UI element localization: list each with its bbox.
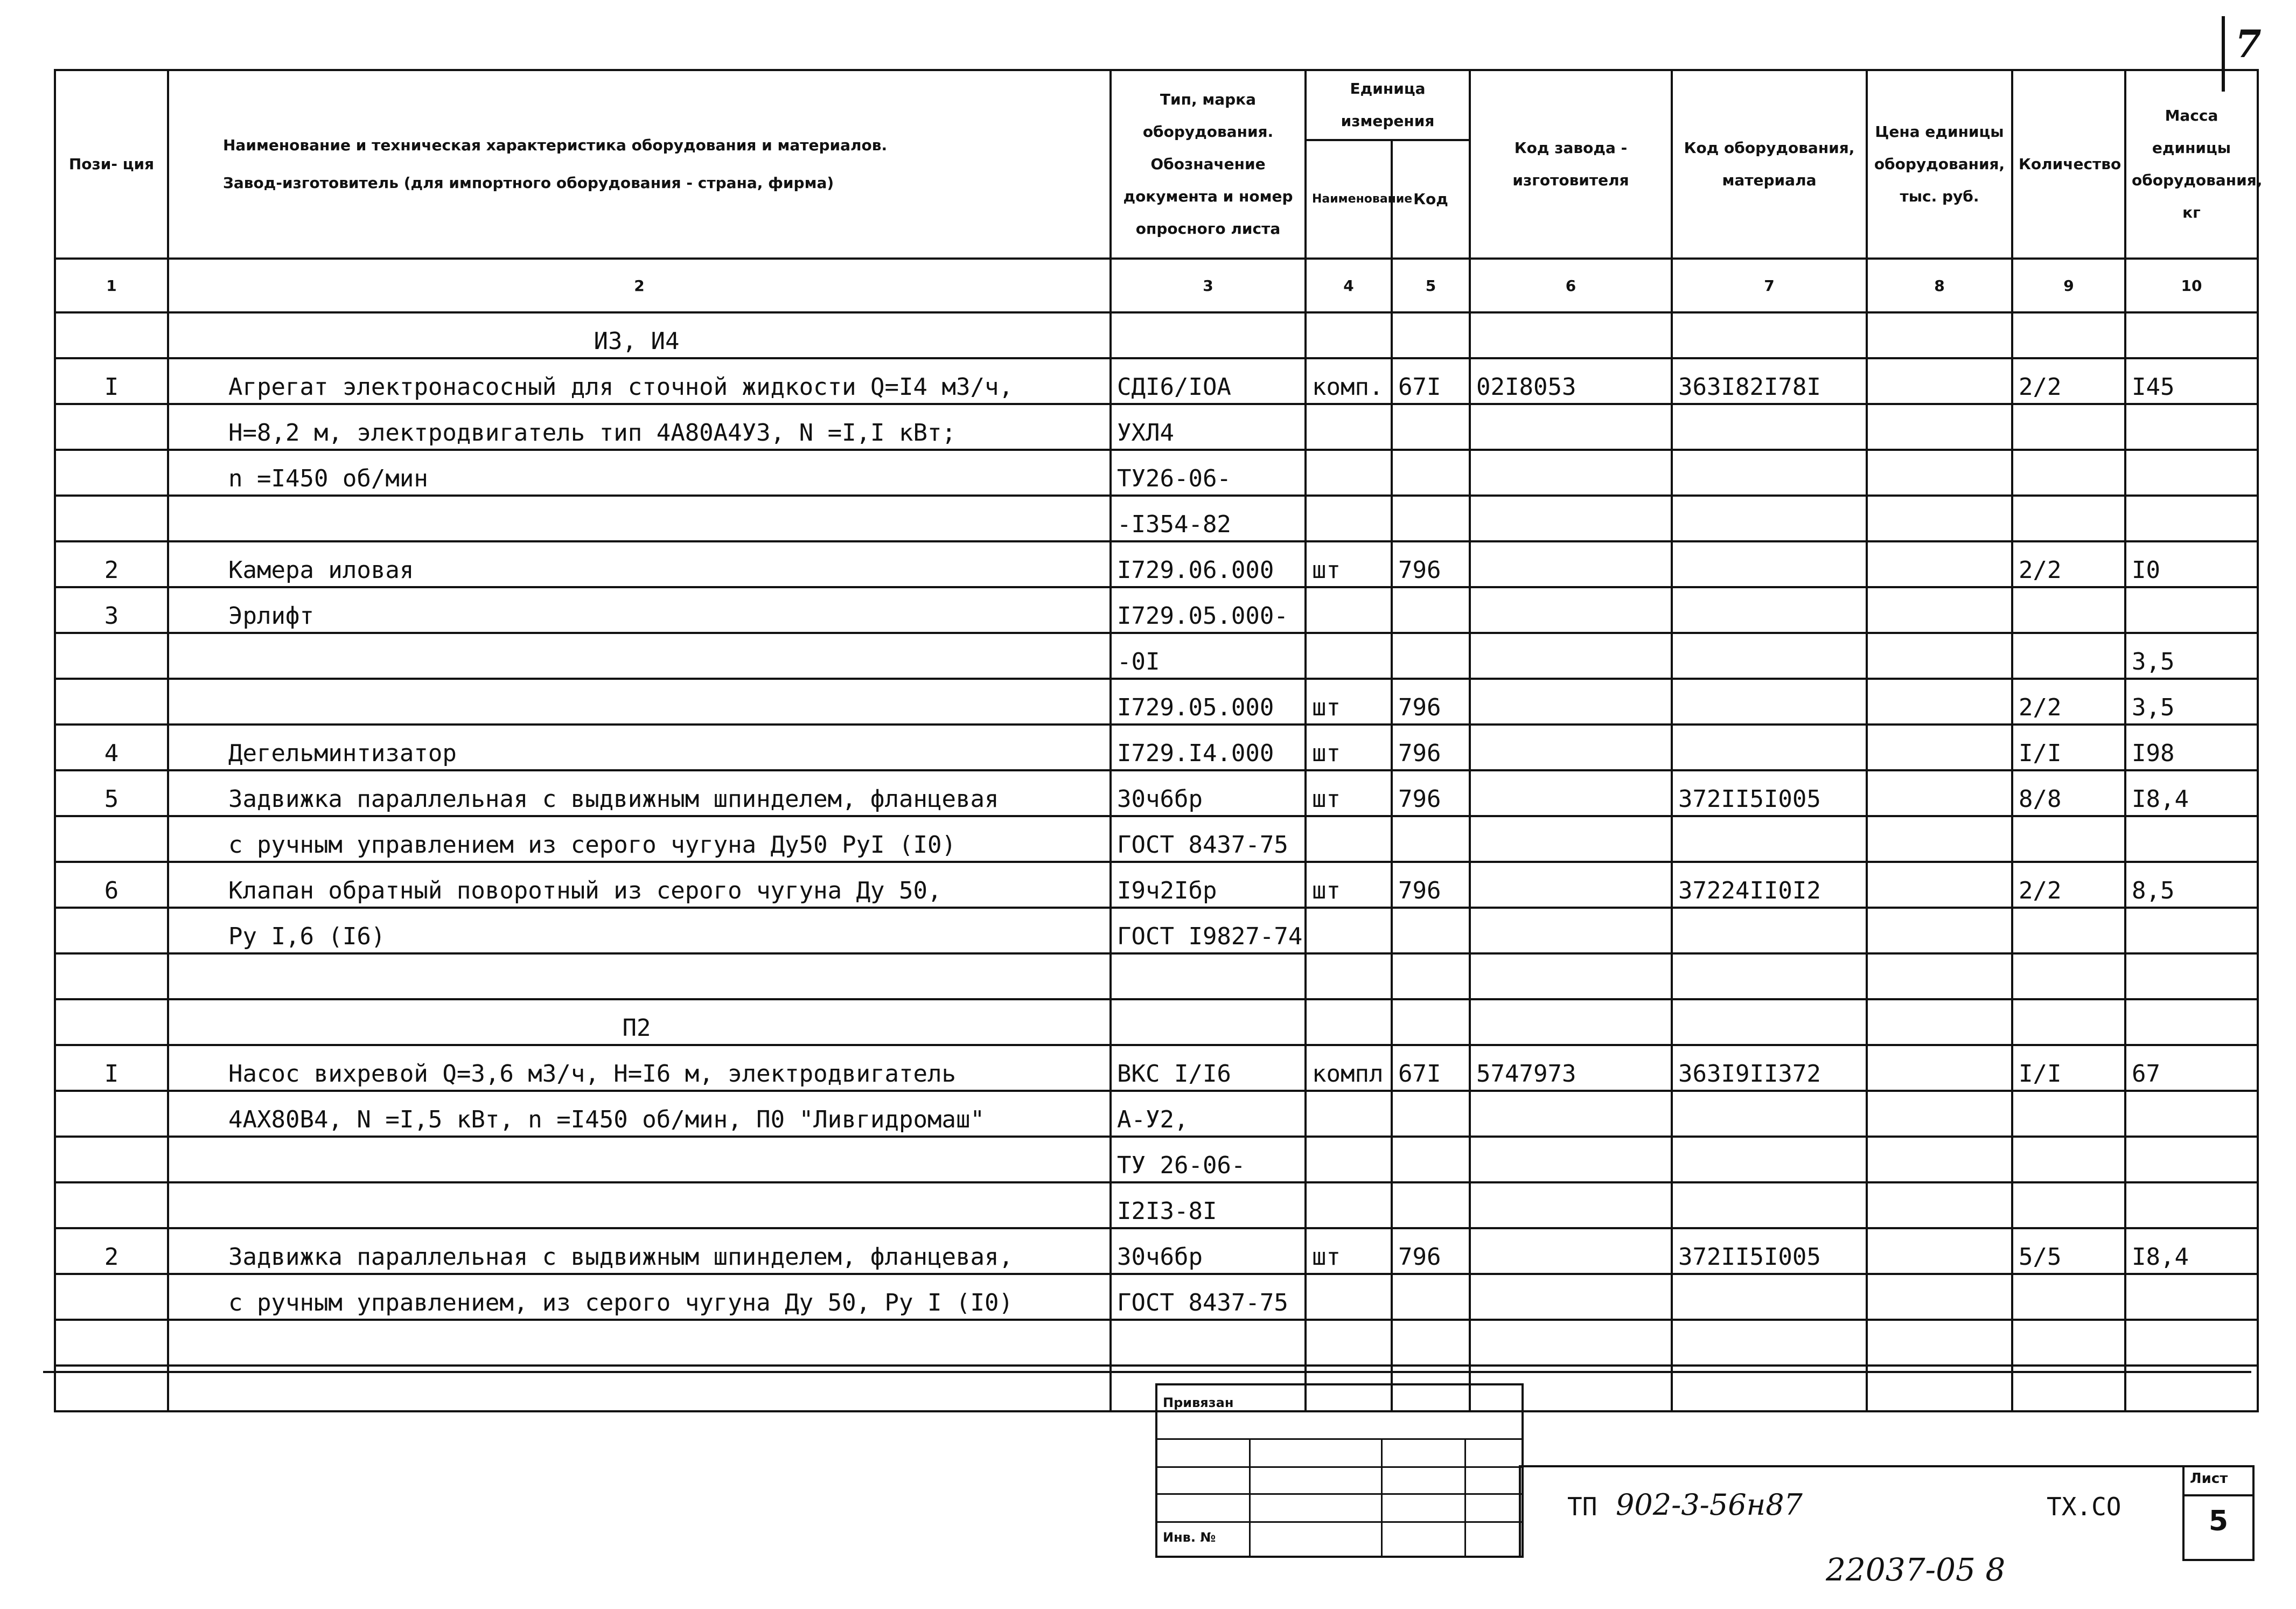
cell-quantity [2012,1137,2125,1182]
cell-price [1867,679,2012,725]
cell-quantity [2012,1182,2125,1228]
cell-position [55,633,168,679]
cell-equipment-code [1672,1320,1867,1366]
cell-mass: 8,5 [2125,862,2258,908]
header-name-line2: Завод-изготовитель (для импортного оборудования - страна, фирма) [223,174,834,192]
cell-position [55,1137,168,1182]
table-row [55,450,2258,496]
project-code: 902-3-56н87 [1616,1488,1803,1522]
cell-factory-code [1470,450,1672,496]
cell-unit: компл [1306,1045,1392,1091]
stamp-rule [1249,1438,1251,1556]
table-row [55,358,2258,404]
cell-position [55,1274,168,1320]
cell-unit [1306,312,1392,358]
cell-position [55,404,168,450]
cell-unit-code [1392,1091,1470,1137]
cell-position [55,908,168,953]
table-row [55,1091,2258,1137]
cell-name: Задвижка параллельная с выдвижным шпинделем, фланцевая [168,770,1111,816]
cell-position [55,1320,168,1366]
cell-unit-code [1392,633,1470,679]
sheet-box-rule [2185,1494,2252,1496]
header-position: Пози- ция [55,70,168,259]
cell-unit-code: 796 [1392,541,1470,587]
cell-name [168,953,1111,999]
cell-equipment-code [1672,725,1867,770]
cell-type: ВКС I/I6 [1111,1045,1306,1091]
cell-position [55,312,168,358]
cell-type [1111,312,1306,358]
header-mass: Масса единицы оборудования, кг [2125,70,2258,259]
header-unit-code: Код [1392,140,1470,259]
cell-type: СДI6/IOA [1111,358,1306,404]
stamp-rule [1157,1521,1522,1523]
table-row [55,312,2258,358]
table-row [55,953,2258,999]
cell-type: УХЛ4 [1111,404,1306,450]
cell-unit-code: 796 [1392,1228,1470,1274]
cell-quantity [2012,587,2125,633]
cell-position [55,953,168,999]
cell-equipment-code: 37224II0I2 [1672,862,1867,908]
column-number: 9 [2012,259,2125,312]
cell-factory-code [1470,679,1672,725]
header-equipment-code: Код оборудования, материала [1672,70,1867,259]
cell-name: с ручным управлением из серого чугуна Ду50 РуI (I0) [168,816,1111,862]
cell-mass [2125,999,2258,1045]
cell-position: 5 [55,770,168,816]
cell-mass: I98 [2125,725,2258,770]
tp-label: ТП [1567,1492,1597,1521]
cell-position [55,1182,168,1228]
cell-mass [2125,953,2258,999]
cell-factory-code [1470,1182,1672,1228]
header-type: Тип, марка оборудования. Обозначение документа и номер опросного листа [1111,70,1306,259]
cell-unit-code [1392,1274,1470,1320]
cell-position: I [55,1045,168,1091]
cell-type: -0I [1111,633,1306,679]
cell-quantity: I/I [2012,1045,2125,1091]
cell-position [55,999,168,1045]
cell-factory-code [1470,1228,1672,1274]
cell-equipment-code [1672,953,1867,999]
cell-equipment-code [1672,1182,1867,1228]
cell-factory-code [1470,1320,1672,1366]
cell-equipment-code [1672,633,1867,679]
cell-mass: 67 [2125,1045,2258,1091]
cell-name: Задвижка параллельная с выдвижным шпинделем, фланцевая, [168,1228,1111,1274]
cell-equipment-code [1672,679,1867,725]
cell-type: I729.05.000- [1111,587,1306,633]
cell-position [55,816,168,862]
cell-factory-code [1470,953,1672,999]
cell-name [168,633,1111,679]
cell-unit-code [1392,908,1470,953]
column-number: 6 [1470,259,1672,312]
cell-mass: 3,5 [2125,633,2258,679]
column-number: 4 [1306,259,1392,312]
cell-unit [1306,633,1392,679]
cell-mass: I45 [2125,358,2258,404]
header-unit-name: Наименование [1306,140,1392,259]
cell-position [55,1091,168,1137]
cell-unit-code [1392,587,1470,633]
cell-unit [1306,953,1392,999]
cell-name: Камера иловая [168,541,1111,587]
cell-quantity [2012,496,2125,541]
header-factory-code: Код завода - изготовителя [1470,70,1672,259]
table-row [55,1045,2258,1091]
cell-mass [2125,1137,2258,1182]
cell-unit [1306,496,1392,541]
cell-unit: шт [1306,862,1392,908]
cell-unit-code: 796 [1392,725,1470,770]
cell-type [1111,999,1306,1045]
cell-price [1867,450,2012,496]
cell-position [55,496,168,541]
cell-mass: I8,4 [2125,1228,2258,1274]
cell-position: 6 [55,862,168,908]
cell-position [55,450,168,496]
cell-price [1867,1320,2012,1366]
sheet-box [2182,1465,2255,1561]
cell-type: 30ч6бр [1111,770,1306,816]
cell-name: ИЗ, И4 [168,312,1111,358]
cell-factory-code [1470,999,1672,1045]
cell-equipment-code: 372II5I005 [1672,770,1867,816]
cell-type: ТУ26-06- [1111,450,1306,496]
cell-factory-code: 5747973 [1470,1045,1672,1091]
cell-quantity [2012,312,2125,358]
cell-unit [1306,1137,1392,1182]
cell-name [168,1182,1111,1228]
cell-price [1867,725,2012,770]
cell-price [1867,358,2012,404]
cell-position: 2 [55,1228,168,1274]
cell-equipment-code [1672,816,1867,862]
cell-type: ГОСТ 8437-75 [1111,816,1306,862]
cell-type: -I354-82 [1111,496,1306,541]
cell-type: I9ч2Iбр [1111,862,1306,908]
cell-name [168,1137,1111,1182]
cell-unit-code [1392,404,1470,450]
cell-factory-code [1470,587,1672,633]
header-name [168,70,1111,259]
cell-price [1867,541,2012,587]
archive-code: 22037-05 8 [1826,1551,2006,1588]
cell-price [1867,770,2012,816]
cell-unit-code [1392,450,1470,496]
cell-equipment-code [1672,1137,1867,1182]
cell-mass [2125,908,2258,953]
cell-position: 4 [55,725,168,770]
stamp-privyazan: Привязан [1163,1395,1234,1410]
cell-price [1867,1045,2012,1091]
cell-name: Ру I,6 (I6) [168,908,1111,953]
cell-factory-code [1470,816,1672,862]
cell-unit [1306,816,1392,862]
column-number: 1 [55,259,168,312]
column-number: 10 [2125,259,2258,312]
cell-unit-code: 796 [1392,862,1470,908]
cell-type [1111,1320,1306,1366]
table-row [55,1228,2258,1274]
stamp-rule [1381,1438,1383,1556]
table-row [55,999,2258,1045]
column-number: 3 [1111,259,1306,312]
cell-factory-code [1470,908,1672,953]
cell-mass [2125,496,2258,541]
stamp-rule [1464,1438,1466,1556]
cell-name: с ручным управлением, из серого чугуна Ду 50, Ру I (I0) [168,1274,1111,1320]
cell-type: I729.05.000 [1111,679,1306,725]
cell-equipment-code [1672,312,1867,358]
table-row [55,1137,2258,1182]
table-row [55,770,2258,816]
cell-price [1867,496,2012,541]
table-row [55,541,2258,587]
binding-stamp [1155,1383,1524,1558]
cell-unit: шт [1306,679,1392,725]
cell-equipment-code [1672,404,1867,450]
cell-type: I729.I4.000 [1111,725,1306,770]
cell-mass [2125,450,2258,496]
cell-type: ТУ 26-06- [1111,1137,1306,1182]
column-numbers-row [55,259,2258,312]
cell-price [1867,953,2012,999]
header-name-line1: Наименование и техническая характеристика оборудования и материалов. [223,136,888,154]
cell-mass: 3,5 [2125,679,2258,725]
cell-price [1867,1274,2012,1320]
cell-quantity [2012,908,2125,953]
cell-factory-code [1470,1091,1672,1137]
table-row [55,1320,2258,1366]
sheet-label: Лист [2190,1471,2228,1487]
cell-equipment-code: 363I82I78I [1672,358,1867,404]
cell-quantity [2012,450,2125,496]
cell-unit [1306,1091,1392,1137]
cell-unit-code [1392,1320,1470,1366]
cell-position [55,679,168,725]
cell-quantity [2012,404,2125,450]
stamp-rule [1157,1493,1522,1495]
cell-unit-code [1392,496,1470,541]
cell-mass [2125,587,2258,633]
cell-quantity [2012,1274,2125,1320]
cell-name [168,496,1111,541]
sheet-number: 5 [2208,1505,2229,1537]
table-row [55,1182,2258,1228]
column-number: 2 [168,259,1111,312]
table-row [55,908,2258,953]
cell-unit-code [1392,312,1470,358]
stamp-inv-no: Инв. № [1163,1530,1216,1545]
cell-factory-code [1470,1274,1672,1320]
cell-type: 30ч6бр [1111,1228,1306,1274]
cell-unit [1306,999,1392,1045]
cell-quantity [2012,953,2125,999]
cell-equipment-code [1672,587,1867,633]
cell-unit-code [1392,816,1470,862]
cell-unit-code: 67I [1392,358,1470,404]
cell-unit [1306,1182,1392,1228]
cell-price [1867,1137,2012,1182]
cell-unit [1306,587,1392,633]
cell-quantity: 2/2 [2012,679,2125,725]
cell-name: Агрегат электронасосный для сточной жидкости Q=I4 м3/ч, [168,358,1111,404]
table-row [55,633,2258,679]
cell-price [1867,312,2012,358]
cell-quantity: 2/2 [2012,358,2125,404]
cell-name [168,1320,1111,1366]
cell-quantity [2012,1320,2125,1366]
table-row [55,816,2258,862]
cell-equipment-code [1672,999,1867,1045]
cell-quantity: 8/8 [2012,770,2125,816]
cell-unit: шт [1306,1228,1392,1274]
cell-mass [2125,1091,2258,1137]
stamp-rule [1157,1466,1522,1468]
cell-type: I729.06.000 [1111,541,1306,587]
cell-price [1867,633,2012,679]
cell-price [1867,1228,2012,1274]
cell-price [1867,862,2012,908]
cell-price [1867,999,2012,1045]
cell-name [168,679,1111,725]
cell-factory-code [1470,1137,1672,1182]
cell-mass [2125,404,2258,450]
cell-factory-code [1470,312,1672,358]
cell-quantity: 5/5 [2012,1228,2125,1274]
cell-unit-code: 796 [1392,679,1470,725]
table-row [55,404,2258,450]
cell-unit [1306,1320,1392,1366]
cell-unit: комп. [1306,358,1392,404]
cell-quantity [2012,999,2125,1045]
header-quantity: Количество [2012,70,2125,259]
table-row [55,862,2258,908]
cell-factory-code [1470,770,1672,816]
cell-equipment-code [1672,541,1867,587]
cell-equipment-code: 363I9II372 [1672,1045,1867,1091]
page-number: 7 [2235,22,2262,66]
cell-name: Клапан обратный поворотный из серого чугуна Ду 50, [168,862,1111,908]
cell-unit [1306,450,1392,496]
cell-mass: I0 [2125,541,2258,587]
cell-mass [2125,1320,2258,1366]
cell-factory-code [1470,862,1672,908]
cell-unit: шт [1306,770,1392,816]
table-row [55,679,2258,725]
cell-mass [2125,312,2258,358]
cell-price [1867,587,2012,633]
cell-unit-code: 67I [1392,1045,1470,1091]
cell-quantity: I/I [2012,725,2125,770]
cell-mass [2125,816,2258,862]
cell-unit-code [1392,1182,1470,1228]
stamp-rule [1157,1438,1522,1440]
cell-price [1867,404,2012,450]
cell-quantity [2012,1091,2125,1137]
cell-price [1867,908,2012,953]
cell-equipment-code [1672,1091,1867,1137]
specification-table [54,69,2263,1412]
cell-equipment-code [1672,450,1867,496]
table-row [55,496,2258,541]
cell-type [1111,953,1306,999]
title-block-rule [1519,1465,2251,1467]
cell-factory-code [1470,633,1672,679]
cell-name: n =I450 об/мин [168,450,1111,496]
cell-equipment-code: 372II5I005 [1672,1228,1867,1274]
cell-price [1867,816,2012,862]
cell-type: ГОСТ I9827-74 [1111,908,1306,953]
cell-factory-code: 02I8053 [1470,358,1672,404]
table-row [55,587,2258,633]
cell-factory-code [1470,404,1672,450]
cell-factory-code [1470,725,1672,770]
cell-price [1867,1182,2012,1228]
cell-mass [2125,1182,2258,1228]
header-price: Цена единицы оборудования, тыс. руб. [1867,70,2012,259]
cell-name: Насос вихревой Q=3,6 м3/ч, Н=I6 м, электродвигатель [168,1045,1111,1091]
cell-quantity: 2/2 [2012,862,2125,908]
cell-equipment-code [1672,1274,1867,1320]
cell-mass: I8,4 [2125,770,2258,816]
cell-unit: шт [1306,541,1392,587]
table-row [55,1274,2258,1320]
cell-equipment-code [1672,496,1867,541]
cell-factory-code [1470,496,1672,541]
cell-type: А-У2, [1111,1091,1306,1137]
header-unit-group: Единица измерения [1306,70,1470,140]
cell-quantity: 2/2 [2012,541,2125,587]
cell-name: Дегельминтизатор [168,725,1111,770]
cell-unit [1306,1274,1392,1320]
cell-factory-code [1470,541,1672,587]
cell-unit [1306,908,1392,953]
cell-unit-code [1392,999,1470,1045]
cell-type: I2I3-8I [1111,1182,1306,1228]
cell-unit: шт [1306,725,1392,770]
cell-name: Эрлифт [168,587,1111,633]
table-row [55,725,2258,770]
cell-mass [2125,1274,2258,1320]
cell-price [1867,1091,2012,1137]
cell-position: 3 [55,587,168,633]
cell-unit-code: 796 [1392,770,1470,816]
cell-name: 4АХ80В4, N =I,5 кВт, n =I450 об/мин, П0 "Ливгидромаш" [168,1091,1111,1137]
cell-position: 2 [55,541,168,587]
cell-quantity [2012,816,2125,862]
cell-equipment-code [1672,908,1867,953]
column-number: 8 [1867,259,2012,312]
sheet-code: ТХ.СО [2047,1492,2121,1521]
cell-name: П2 [168,999,1111,1045]
column-number: 5 [1392,259,1470,312]
cell-type: ГОСТ 8437-75 [1111,1274,1306,1320]
cell-unit-code [1392,1137,1470,1182]
cell-position: I [55,358,168,404]
cell-name: Н=8,2 м, электродвигатель тип 4А80А4У3, N =I,I кВт; [168,404,1111,450]
cell-unit-code [1392,953,1470,999]
cell-quantity [2012,633,2125,679]
cell-unit [1306,404,1392,450]
column-number: 7 [1672,259,1867,312]
